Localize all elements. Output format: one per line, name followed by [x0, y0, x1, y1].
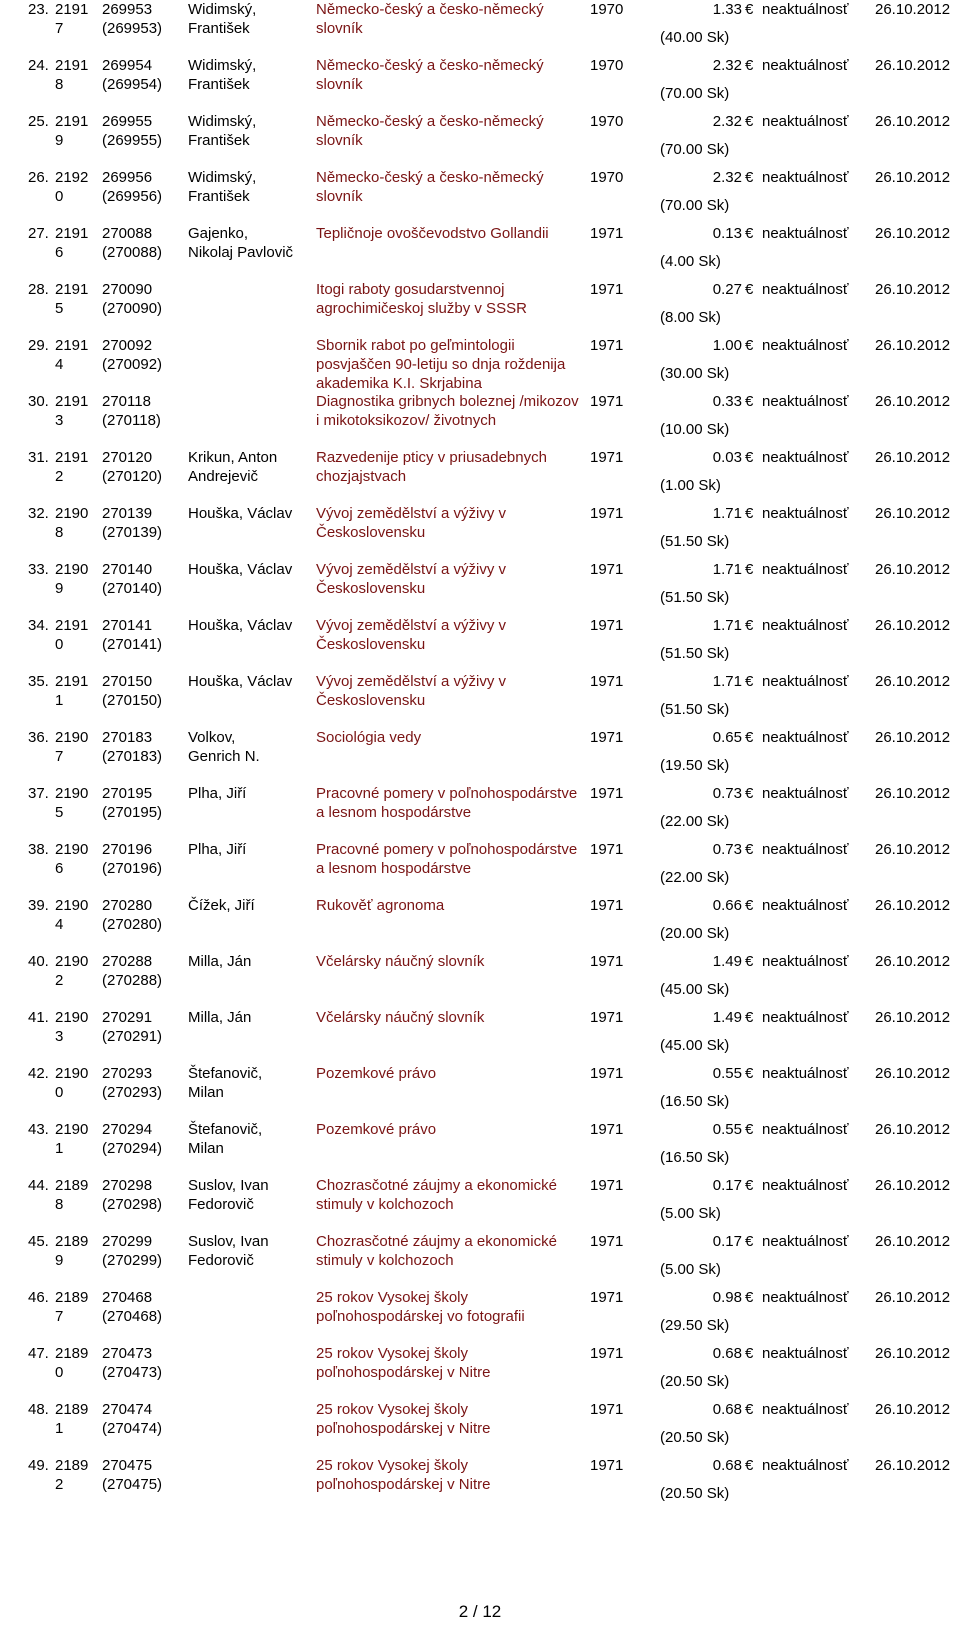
catalog-code: 2190 9: [55, 561, 89, 597]
euro-symbol: €: [745, 1345, 754, 1362]
publication-year: 1970: [590, 113, 624, 130]
publication-year: 1971: [590, 449, 624, 466]
status-text: neaktuálnosť: [762, 729, 849, 746]
author: Houška, Václav: [188, 561, 293, 578]
price-eur: 1.00: [712, 337, 742, 354]
book-title: Sociológia vedy: [316, 729, 422, 746]
publication-year: 1970: [590, 1, 624, 18]
price-sk: (51.50 Sk): [660, 645, 730, 662]
price-eur: 2.32: [712, 113, 742, 130]
book-title: Chozrasčotné záujmy a ekonomické stimuly v kolchozoch: [316, 1177, 557, 1213]
price-eur: 0.55: [712, 1121, 742, 1138]
inventory-id: 270139 (270139): [102, 505, 163, 541]
book-title: Tepličnoje ovoščevodstvo Gollandii: [316, 225, 549, 242]
row-number: 23.: [28, 1, 49, 18]
date: 26.10.2012: [875, 953, 951, 970]
inventory-id: 270299 (270299): [102, 1233, 163, 1269]
publication-year: 1971: [590, 281, 624, 298]
inventory-id: 270195 (270195): [102, 785, 163, 821]
date: 26.10.2012: [875, 1121, 951, 1138]
inventory-id: 270140 (270140): [102, 561, 163, 597]
price-sk: (8.00 Sk): [660, 309, 721, 326]
book-title: 25 rokov Vysokej školy poľnohospodárskej v Nitre: [316, 1457, 491, 1493]
price-sk: (51.50 Sk): [660, 701, 730, 718]
price-eur: 0.68: [712, 1345, 742, 1362]
status-text: neaktuálnosť: [762, 1233, 849, 1250]
euro-symbol: €: [745, 281, 754, 298]
catalog-code: 2190 0: [55, 1065, 89, 1101]
book-title: Německo-český a česko-německý slovník: [316, 169, 544, 205]
euro-symbol: €: [745, 1065, 754, 1082]
catalog-code: 2190 6: [55, 841, 89, 877]
book-title: Razvedenije pticy v priusadebnych chozjajstvach: [316, 449, 547, 485]
status-text: neaktuálnosť: [762, 449, 849, 466]
catalog-code: 2192 0: [55, 169, 89, 205]
price-eur: 0.73: [712, 841, 742, 858]
book-title: 25 rokov Vysokej školy poľnohospodárskej v Nitre: [316, 1401, 491, 1437]
price-eur: 1.71: [712, 505, 742, 522]
inventory-id: 270120 (270120): [102, 449, 163, 485]
inventory-id: 270291 (270291): [102, 1009, 163, 1045]
author: Krikun, Anton Andrejevič: [188, 449, 278, 485]
price-sk: (22.00 Sk): [660, 869, 730, 886]
author: Houška, Václav: [188, 617, 293, 634]
publication-year: 1971: [590, 1009, 624, 1026]
price-sk: (29.50 Sk): [660, 1317, 730, 1334]
book-title: Pracovné pomery v poľnohospodárstve a lesnom hospodárstve: [316, 785, 578, 821]
date: 26.10.2012: [875, 673, 951, 690]
date: 26.10.2012: [875, 1345, 951, 1362]
status-text: neaktuálnosť: [762, 841, 849, 858]
euro-symbol: €: [745, 169, 754, 186]
price-eur: 0.68: [712, 1401, 742, 1418]
author: Widimský, František: [188, 57, 257, 93]
price-eur: 0.73: [712, 785, 742, 802]
author: Widimský, František: [188, 1, 257, 37]
status-text: neaktuálnosť: [762, 1121, 849, 1138]
inventory-id: 270092 (270092): [102, 337, 163, 373]
book-title: Německo-český a česko-německý slovník: [316, 113, 544, 149]
row-number: 40.: [28, 953, 49, 970]
catalog-code: 2191 3: [55, 393, 89, 429]
catalog-code: 2191 8: [55, 57, 89, 93]
book-title: Pozemkové právo: [316, 1065, 437, 1082]
catalog-code: 2191 1: [55, 673, 89, 709]
page-number: 2 / 12: [458, 1602, 502, 1621]
price-sk: (22.00 Sk): [660, 813, 730, 830]
price-sk: (20.00 Sk): [660, 925, 730, 942]
publication-year: 1971: [590, 1121, 624, 1138]
date: 26.10.2012: [875, 57, 951, 74]
price-sk: (5.00 Sk): [660, 1261, 721, 1278]
author: Štefanovič, Milan: [188, 1121, 263, 1157]
publication-year: 1971: [590, 505, 624, 522]
date: 26.10.2012: [875, 1289, 951, 1306]
publication-year: 1971: [590, 1289, 624, 1306]
euro-symbol: €: [745, 393, 754, 410]
catalog-code: 2190 4: [55, 897, 89, 933]
date: 26.10.2012: [875, 1009, 951, 1026]
status-text: neaktuálnosť: [762, 897, 849, 914]
publication-year: 1971: [590, 897, 624, 914]
date: 26.10.2012: [875, 1233, 951, 1250]
date: 26.10.2012: [875, 729, 951, 746]
row-number: 36.: [28, 729, 49, 746]
date: 26.10.2012: [875, 281, 951, 298]
price-sk: (70.00 Sk): [660, 85, 730, 102]
author: Widimský, František: [188, 113, 257, 149]
catalog-code: 2190 5: [55, 785, 89, 821]
price-sk: (45.00 Sk): [660, 981, 730, 998]
inventory-id: 270288 (270288): [102, 953, 163, 989]
catalog-code: 2191 7: [55, 1, 89, 37]
row-number: 48.: [28, 1401, 49, 1418]
book-title: Vývoj zemědělství a výživy v Československu: [316, 673, 507, 709]
row-number: 30.: [28, 393, 49, 410]
row-number: 43.: [28, 1121, 49, 1138]
inventory-id: 269956 (269956): [102, 169, 163, 205]
author: Volkov, Genrich N.: [188, 729, 260, 765]
book-title: Chozrasčotné záujmy a ekonomické stimuly v kolchozoch: [316, 1233, 557, 1269]
price-sk: (51.50 Sk): [660, 589, 730, 606]
catalog-code: 2191 2: [55, 449, 89, 485]
catalog-code: 2191 5: [55, 281, 89, 317]
author: Suslov, Ivan Fedorovič: [188, 1233, 269, 1269]
publication-year: 1971: [590, 1065, 624, 1082]
inventory-id: 270183 (270183): [102, 729, 163, 765]
publication-year: 1971: [590, 673, 624, 690]
row-number: 35.: [28, 673, 49, 690]
inventory-id: 270473 (270473): [102, 1345, 163, 1381]
publication-year: 1971: [590, 617, 624, 634]
inventory-id: 269953 (269953): [102, 1, 163, 37]
author: Štefanovič, Milan: [188, 1065, 263, 1101]
euro-symbol: €: [745, 1177, 754, 1194]
row-number: 26.: [28, 169, 49, 186]
catalog-code: 2190 8: [55, 505, 89, 541]
euro-symbol: €: [745, 337, 754, 354]
price-eur: 0.98: [712, 1289, 742, 1306]
price-eur: 0.17: [712, 1233, 742, 1250]
row-number: 44.: [28, 1177, 49, 1194]
row-number: 34.: [28, 617, 49, 634]
price-eur: 1.71: [712, 561, 742, 578]
inventory-id: 270280 (270280): [102, 897, 163, 933]
publication-year: 1970: [590, 169, 624, 186]
date: 26.10.2012: [875, 1, 951, 18]
book-title: 25 rokov Vysokej školy poľnohospodárskej v Nitre: [316, 1345, 491, 1381]
catalog-code: 2190 7: [55, 729, 89, 765]
status-text: neaktuálnosť: [762, 505, 849, 522]
date: 26.10.2012: [875, 393, 951, 410]
author: Plha, Jiří: [188, 841, 247, 858]
catalog-code: 2189 7: [55, 1289, 89, 1325]
price-sk: (40.00 Sk): [660, 29, 730, 46]
book-title: Itogi raboty gosudarstvennoj agrochimičeskoj služby v SSSR: [316, 281, 527, 317]
book-title: Rukověť agronoma: [316, 897, 445, 914]
status-text: neaktuálnosť: [762, 1065, 849, 1082]
book-title: Pracovné pomery v poľnohospodárstve a lesnom hospodárstve: [316, 841, 578, 877]
catalog-code: 2191 9: [55, 113, 89, 149]
status-text: neaktuálnosť: [762, 1457, 849, 1474]
price-sk: (10.00 Sk): [660, 421, 730, 438]
author: Suslov, Ivan Fedorovič: [188, 1177, 269, 1213]
publication-year: 1971: [590, 1177, 624, 1194]
book-title: Včelársky náučný slovník: [316, 953, 485, 970]
date: 26.10.2012: [875, 561, 951, 578]
price-sk: (19.50 Sk): [660, 757, 730, 774]
euro-symbol: €: [745, 1, 754, 18]
date: 26.10.2012: [875, 225, 951, 242]
row-number: 47.: [28, 1345, 49, 1362]
book-title: 25 rokov Vysokej školy poľnohospodárskej vo fotografii: [316, 1289, 525, 1325]
price-eur: 0.13: [712, 225, 742, 242]
book-title: Sbornik rabot po geľmintologii posvjaščen 90-letiju so dnja roždenija akademika K.I. Skrjabina: [316, 337, 566, 392]
book-title: Německo-český a česko-německý slovník: [316, 57, 544, 93]
catalog-code: 2190 1: [55, 1121, 89, 1157]
price-eur: 1.71: [712, 617, 742, 634]
publication-year: 1971: [590, 729, 624, 746]
euro-symbol: €: [745, 1121, 754, 1138]
date: 26.10.2012: [875, 449, 951, 466]
row-number: 33.: [28, 561, 49, 578]
price-sk: (70.00 Sk): [660, 141, 730, 158]
price-sk: (16.50 Sk): [660, 1093, 730, 1110]
price-sk: (30.00 Sk): [660, 365, 730, 382]
euro-symbol: €: [745, 505, 754, 522]
catalog-code: 2190 2: [55, 953, 89, 989]
status-text: neaktuálnosť: [762, 1345, 849, 1362]
price-sk: (20.50 Sk): [660, 1373, 730, 1390]
book-title: Pozemkové právo: [316, 1121, 437, 1138]
euro-symbol: €: [745, 897, 754, 914]
publication-year: 1971: [590, 1401, 624, 1418]
price-sk: (45.00 Sk): [660, 1037, 730, 1054]
status-text: neaktuálnosť: [762, 281, 849, 298]
price-eur: 0.68: [712, 1457, 742, 1474]
publication-year: 1971: [590, 393, 624, 410]
status-text: neaktuálnosť: [762, 1, 849, 18]
row-number: 29.: [28, 337, 49, 354]
book-title: Vývoj zemědělství a výživy v Československu: [316, 505, 507, 541]
publication-year: 1971: [590, 337, 624, 354]
book-title: Vývoj zemědělství a výživy v Československu: [316, 617, 507, 653]
status-text: neaktuálnosť: [762, 225, 849, 242]
author: Milla, Ján: [188, 1009, 252, 1026]
date: 26.10.2012: [875, 505, 951, 522]
row-number: 42.: [28, 1065, 49, 1082]
status-text: neaktuálnosť: [762, 393, 849, 410]
author: Milla, Ján: [188, 953, 252, 970]
price-eur: 0.33: [712, 393, 742, 410]
row-number: 24.: [28, 57, 49, 74]
catalog-code: 2191 4: [55, 337, 89, 373]
date: 26.10.2012: [875, 785, 951, 802]
book-title: Diagnostika gribnych boleznej /mikozov i mikotoksikozov/ životnych: [316, 393, 579, 429]
price-eur: 0.03: [712, 449, 742, 466]
price-sk: (1.00 Sk): [660, 477, 721, 494]
inventory-id: 270298 (270298): [102, 1177, 163, 1213]
price-sk: (16.50 Sk): [660, 1149, 730, 1166]
row-number: 46.: [28, 1289, 49, 1306]
price-eur: 0.27: [712, 281, 742, 298]
price-eur: 0.66: [712, 897, 742, 914]
author: Houška, Václav: [188, 673, 293, 690]
euro-symbol: €: [745, 1289, 754, 1306]
price-sk: (20.50 Sk): [660, 1485, 730, 1502]
euro-symbol: €: [745, 113, 754, 130]
euro-symbol: €: [745, 841, 754, 858]
row-number: 31.: [28, 449, 49, 466]
book-title: Německo-český a česko-německý slovník: [316, 1, 544, 37]
euro-symbol: €: [745, 225, 754, 242]
row-number: 28.: [28, 281, 49, 298]
inventory-id: 270090 (270090): [102, 281, 163, 317]
inventory-id: 269954 (269954): [102, 57, 163, 93]
euro-symbol: €: [745, 1401, 754, 1418]
euro-symbol: €: [745, 953, 754, 970]
status-text: neaktuálnosť: [762, 113, 849, 130]
publication-year: 1971: [590, 1233, 624, 1250]
inventory-id: 269955 (269955): [102, 113, 163, 149]
status-text: neaktuálnosť: [762, 785, 849, 802]
author: Gajenko, Nikolaj Pavlovič: [188, 225, 294, 261]
catalog-code: 2191 6: [55, 225, 89, 261]
date: 26.10.2012: [875, 1177, 951, 1194]
book-title: Vývoj zemědělství a výživy v Československu: [316, 561, 507, 597]
author: Plha, Jiří: [188, 785, 247, 802]
price-sk: (51.50 Sk): [660, 533, 730, 550]
euro-symbol: €: [745, 729, 754, 746]
status-text: neaktuálnosť: [762, 337, 849, 354]
status-text: neaktuálnosť: [762, 673, 849, 690]
row-number: 39.: [28, 897, 49, 914]
inventory-id: 270088 (270088): [102, 225, 163, 261]
price-eur: 1.49: [712, 1009, 742, 1026]
status-text: neaktuálnosť: [762, 169, 849, 186]
price-eur: 0.17: [712, 1177, 742, 1194]
author: Widimský, František: [188, 169, 257, 205]
catalog-code: 2189 2: [55, 1457, 89, 1493]
price-eur: 2.32: [712, 57, 742, 74]
euro-symbol: €: [745, 561, 754, 578]
euro-symbol: €: [745, 57, 754, 74]
row-number: 37.: [28, 785, 49, 802]
row-number: 38.: [28, 841, 49, 858]
date: 26.10.2012: [875, 337, 951, 354]
catalog-code: 2189 8: [55, 1177, 89, 1213]
euro-symbol: €: [745, 1457, 754, 1474]
euro-symbol: €: [745, 785, 754, 802]
price-eur: 1.33: [712, 1, 742, 18]
date: 26.10.2012: [875, 1065, 951, 1082]
status-text: neaktuálnosť: [762, 561, 849, 578]
inventory-id: 270474 (270474): [102, 1401, 163, 1437]
euro-symbol: €: [745, 449, 754, 466]
inventory-id: 270196 (270196): [102, 841, 163, 877]
status-text: neaktuálnosť: [762, 1177, 849, 1194]
catalog-code: 2190 3: [55, 1009, 89, 1045]
publication-year: 1971: [590, 1345, 624, 1362]
euro-symbol: €: [745, 617, 754, 634]
euro-symbol: €: [745, 673, 754, 690]
price-eur: 1.49: [712, 953, 742, 970]
inventory-id: 270150 (270150): [102, 673, 163, 709]
status-text: neaktuálnosť: [762, 57, 849, 74]
row-number: 32.: [28, 505, 49, 522]
price-sk: (70.00 Sk): [660, 197, 730, 214]
publication-year: 1971: [590, 953, 624, 970]
date: 26.10.2012: [875, 841, 951, 858]
row-number: 27.: [28, 225, 49, 242]
publication-year: 1971: [590, 1457, 624, 1474]
date: 26.10.2012: [875, 113, 951, 130]
row-number: 41.: [28, 1009, 49, 1026]
status-text: neaktuálnosť: [762, 1401, 849, 1418]
inventory-id: 270141 (270141): [102, 617, 163, 653]
price-eur: 1.71: [712, 673, 742, 690]
catalog-code: 2189 9: [55, 1233, 89, 1269]
publication-year: 1971: [590, 785, 624, 802]
author: Houška, Václav: [188, 505, 293, 522]
date: 26.10.2012: [875, 617, 951, 634]
euro-symbol: €: [745, 1009, 754, 1026]
date: 26.10.2012: [875, 169, 951, 186]
price-sk: (4.00 Sk): [660, 253, 721, 270]
date: 26.10.2012: [875, 897, 951, 914]
catalog-code: 2189 1: [55, 1401, 89, 1437]
inventory-id: 270468 (270468): [102, 1289, 163, 1325]
catalog-code: 2191 0: [55, 617, 89, 653]
catalog-code: 2189 0: [55, 1345, 89, 1381]
inventory-id: 270294 (270294): [102, 1121, 163, 1157]
row-number: 49.: [28, 1457, 49, 1474]
price-eur: 0.65: [712, 729, 742, 746]
date: 26.10.2012: [875, 1401, 951, 1418]
publication-year: 1971: [590, 561, 624, 578]
row-number: 45.: [28, 1233, 49, 1250]
price-eur: 2.32: [712, 169, 742, 186]
inventory-id: 270293 (270293): [102, 1065, 163, 1101]
inventory-id: 270118 (270118): [102, 393, 161, 429]
status-text: neaktuálnosť: [762, 1009, 849, 1026]
publication-year: 1970: [590, 57, 624, 74]
date: 26.10.2012: [875, 1457, 951, 1474]
status-text: neaktuálnosť: [762, 1289, 849, 1306]
price-sk: (5.00 Sk): [660, 1205, 721, 1222]
author: Čížek, Jiří: [188, 897, 255, 914]
euro-symbol: €: [745, 1233, 754, 1250]
price-eur: 0.55: [712, 1065, 742, 1082]
row-number: 25.: [28, 113, 49, 130]
publication-year: 1971: [590, 841, 624, 858]
book-title: Včelársky náučný slovník: [316, 1009, 485, 1026]
status-text: neaktuálnosť: [762, 617, 849, 634]
inventory-id: 270475 (270475): [102, 1457, 163, 1493]
price-sk: (20.50 Sk): [660, 1429, 730, 1446]
status-text: neaktuálnosť: [762, 953, 849, 970]
publication-year: 1971: [590, 225, 624, 242]
